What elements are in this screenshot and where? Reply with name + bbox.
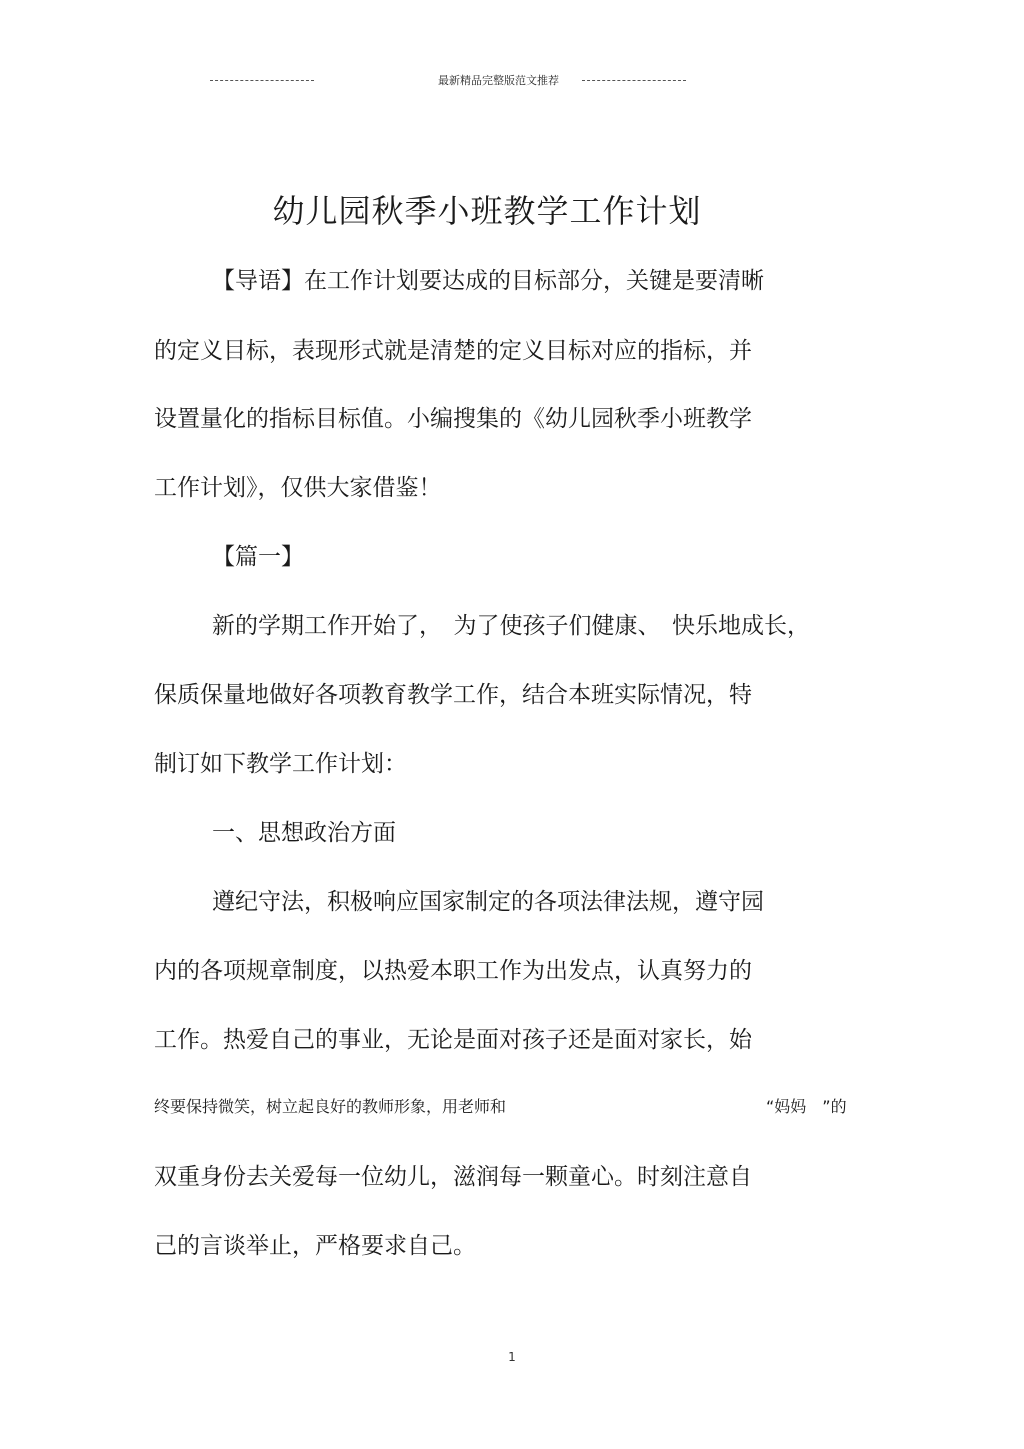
paragraph-line: 内的各项规章制度，以热爱本职工作为出发点，认真努力的: [154, 958, 752, 984]
paragraph-line: 的定义目标，表现形式就是清楚的定义目标对应的指标，并: [154, 338, 752, 364]
paragraph-line: 工作。热爱自己的事业，无论是面对孩子还是面对家长，始: [154, 1027, 752, 1053]
paragraph-line: 设置量化的指标目标值。小编搜集的《幼儿园秋季小班教学: [154, 406, 752, 432]
document-title: 幼儿园秋季小班教学工作计划: [272, 192, 702, 230]
paragraph-line-small-right: “妈妈 ”的: [766, 1097, 847, 1116]
header-dashed-rule-right: [582, 80, 686, 81]
page-number: 1: [508, 1350, 516, 1364]
subsection-heading: 一、思想政治方面: [212, 820, 396, 846]
page-header-text: 最新精品完整版范文推荐: [438, 74, 559, 87]
paragraph-line: 双重身份去关爱每一位幼儿，滋润每一颗童心。时刻注意自: [154, 1164, 752, 1190]
header-dashed-rule-left: [210, 80, 314, 81]
paragraph-line: 制订如下教学工作计划：: [154, 751, 407, 777]
paragraph-line-small: [154, 1094, 874, 1118]
paragraph-line: 【导语】在工作计划要达成的目标部分，关键是要清晰: [212, 268, 764, 294]
paragraph-line: 己的言谈举止，严格要求自己。: [154, 1233, 476, 1259]
paragraph-line: 保质保量地做好各项教育教学工作，结合本班实际情况，特: [154, 682, 752, 708]
paragraph-line: 遵纪守法，积极响应国家制定的各项法律法规，遵守园: [212, 889, 764, 915]
paragraph-line: 新的学期工作开始了， 为了使孩子们健康、 快乐地成长，: [212, 613, 810, 639]
paragraph-line: 工作计划》，仅供大家借鉴！: [154, 475, 442, 501]
paragraph-line-small-left: 终要保持微笑，树立起良好的教师形象，用老师和: [154, 1097, 507, 1116]
section-heading: 【篇一】: [212, 544, 304, 570]
